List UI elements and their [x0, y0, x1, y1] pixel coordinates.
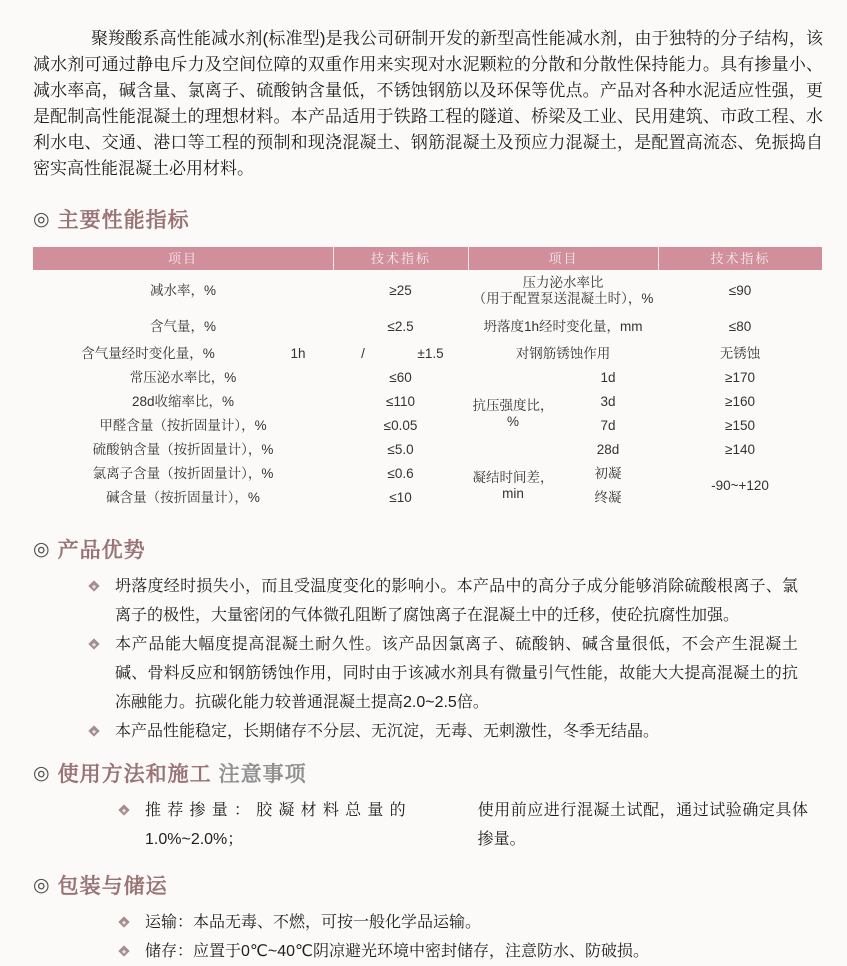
section-title-performance — [33, 204, 822, 234]
dosage-line — [145, 796, 808, 854]
table-cell-value: ≤0.05 — [383, 418, 418, 433]
table-cell-value: ≤110 — [386, 394, 415, 409]
section-title-text: 使用方法和施工 — [57, 763, 212, 786]
table-cell-item-line1: 压力泌水率比 — [522, 275, 604, 290]
table-cell-value: ≤0.6 — [387, 466, 414, 481]
table-header-item-left: 项目 — [33, 247, 333, 270]
table-cell-value: -90~+120 — [711, 478, 769, 493]
list-item — [118, 908, 808, 937]
table-cell-item: 含气量，% — [149, 319, 216, 334]
table-cell-group-label: 抗压强度比，% — [472, 398, 554, 429]
table-header-item-right: 项目 — [468, 247, 658, 270]
table-cell-age: 1d — [600, 370, 616, 385]
list-item-text: 本产品性能稳定，长期储存不分层、无沉淀，无毒、无刺激性，冬季无结晶。 — [115, 723, 660, 740]
table-header-spec-right: 技术指标 — [658, 247, 822, 270]
table-cell-item: 坍落度1h经时变化量，mm — [483, 319, 643, 334]
usage-list — [118, 796, 808, 854]
section-bullseye-icon: ◎ — [33, 208, 51, 230]
section-title-text: 主要性能指标 — [57, 209, 190, 232]
table-cell-value: ≤80 — [728, 319, 752, 334]
table-cell-age: 28d — [596, 442, 620, 457]
section-title-usage — [33, 758, 822, 788]
table-cell-item: 碱含量（按折固量计），% — [106, 490, 260, 505]
table-cell-subitem: 终凝 — [594, 490, 622, 505]
section-title-advantages — [33, 534, 822, 564]
table-cell-item: 氯离子含量（按折固量计），% — [92, 466, 274, 481]
list-item-text: 储存：应置于0℃~40℃阴凉避光环境中密封储存，注意防水、防破损。 — [145, 943, 649, 960]
table-cell-value: ≤60 — [389, 370, 412, 385]
table-cell-item: 对钢筋锈蚀作用 — [515, 346, 611, 361]
dosage-recommendation: 推荐掺量：胶凝材料总量的1.0%~2.0%； — [145, 802, 406, 848]
table-cell-item: 28d收缩率比，% — [131, 394, 235, 409]
table-cell-subitem: / — [361, 346, 365, 361]
table-cell-value: ≥140 — [725, 442, 755, 457]
list-item — [88, 717, 798, 746]
table-cell-value: ±1.5 — [417, 346, 444, 361]
table-cell-subitem: 1h — [290, 346, 306, 361]
list-item-text: 运输：本品无毒、不燃，可按一般化学品运输。 — [145, 914, 482, 931]
table-cell-item: 硫酸钠含量（按折固量计），% — [92, 442, 274, 457]
list-item-text: 坍落度经时损失小，而且受温度变化的影响小。本产品中的高分子成分能够消除硫酸根离子、氯离子的极性，大量密闭的气体微孔阻断了腐蚀离子在混凝土中的迁移，使砼抗腐性加强。 — [115, 578, 798, 624]
diamond-bullet-icon — [88, 638, 99, 649]
advantages-list — [88, 572, 798, 746]
list-item-text: 本产品能大幅度提高混凝土耐久性。该产品因氯离子、硫酸钠、碱含量很低，不会产生混凝土碱、骨料反应和钢筋锈蚀作用，同时由于该减水剂具有微量引气性能，故能大大提高混凝土的抗冻融能力。抗碳化能力较普通混凝土提高2.0~2.5倍。 — [115, 636, 798, 711]
table-cell-value: ≤90 — [728, 283, 752, 298]
section-bullseye-icon: ◎ — [33, 874, 51, 896]
table-cell-item: 常压泌水率比，% — [129, 370, 237, 385]
section-bullseye-icon: ◎ — [33, 538, 51, 560]
section-title-text: 产品优势 — [57, 539, 146, 562]
table-cell-value: ≥170 — [725, 370, 755, 385]
table-cell-group-label: 凝结时间差，min — [472, 470, 554, 501]
table-cell-item — [468, 270, 658, 312]
table-cell-age: 7d — [600, 418, 616, 433]
list-item — [88, 572, 798, 630]
performance-table — [33, 247, 822, 510]
table-cell-value: ≥150 — [725, 418, 755, 433]
table-cell-value: ≥160 — [725, 394, 755, 409]
diamond-bullet-icon — [118, 804, 129, 815]
section-title-tail: 注意事项 — [218, 763, 307, 786]
table-cell-value: ≤2.5 — [387, 319, 414, 334]
section-bullseye-icon: ◎ — [33, 762, 51, 784]
table-cell-item-line2: （用于配置泵送混凝土时），% — [472, 291, 654, 306]
table-cell-value: ≥25 — [389, 283, 412, 298]
dosage-note: 使用前应进行混凝土试配，通过试验确定具体掺量。 — [477, 802, 808, 848]
table-cell-age: 3d — [600, 394, 616, 409]
table-cell-item: 甲醛含量（按折固量计），% — [99, 418, 267, 433]
table-cell-subitem: 初凝 — [594, 466, 622, 481]
diamond-bullet-icon — [88, 725, 99, 736]
section-title-text: 包装与储运 — [57, 875, 168, 898]
table-cell-value: ≤5.0 — [387, 442, 414, 457]
table-cell-item: 减水率，% — [149, 283, 216, 298]
list-item — [118, 937, 808, 966]
table-cell-value: 无锈蚀 — [719, 346, 761, 361]
packaging-list — [118, 908, 808, 966]
intro-paragraph: 聚羧酸系高性能减水剂(标准型)是我公司研制开发的新型高性能减水剂，由于独特的分子结构，该减水剂可通过静电斥力及空间位障的双重作用来实现对水泥颗粒的分散和分散性保持能力。具有掺量小、减水率高，碱含量、氯离子、硫酸钠含量低，不锈蚀钢筋以及环保等优点。产品对各种水泥适应性强，更是配制高性能混凝土的理想材料。本产品适用于铁路工程的隧道、桥梁及工业、民用建筑、市政工程、水利水电、交通、港口等工程的预制和现浇混凝土、钢筋混凝土及预应力混凝土，是配置高流态、免振捣自密实高性能混凝土必用材料。 — [33, 29, 823, 178]
diamond-bullet-icon — [88, 580, 99, 591]
list-item — [118, 796, 808, 854]
table-cell-value: ≤10 — [389, 490, 412, 505]
diamond-bullet-icon — [118, 916, 129, 927]
diamond-bullet-icon — [118, 945, 129, 956]
table-header-spec-left: 技术指标 — [333, 247, 468, 270]
list-item — [88, 630, 798, 717]
table-cell-item: 含气量经时变化量，% — [81, 346, 215, 361]
